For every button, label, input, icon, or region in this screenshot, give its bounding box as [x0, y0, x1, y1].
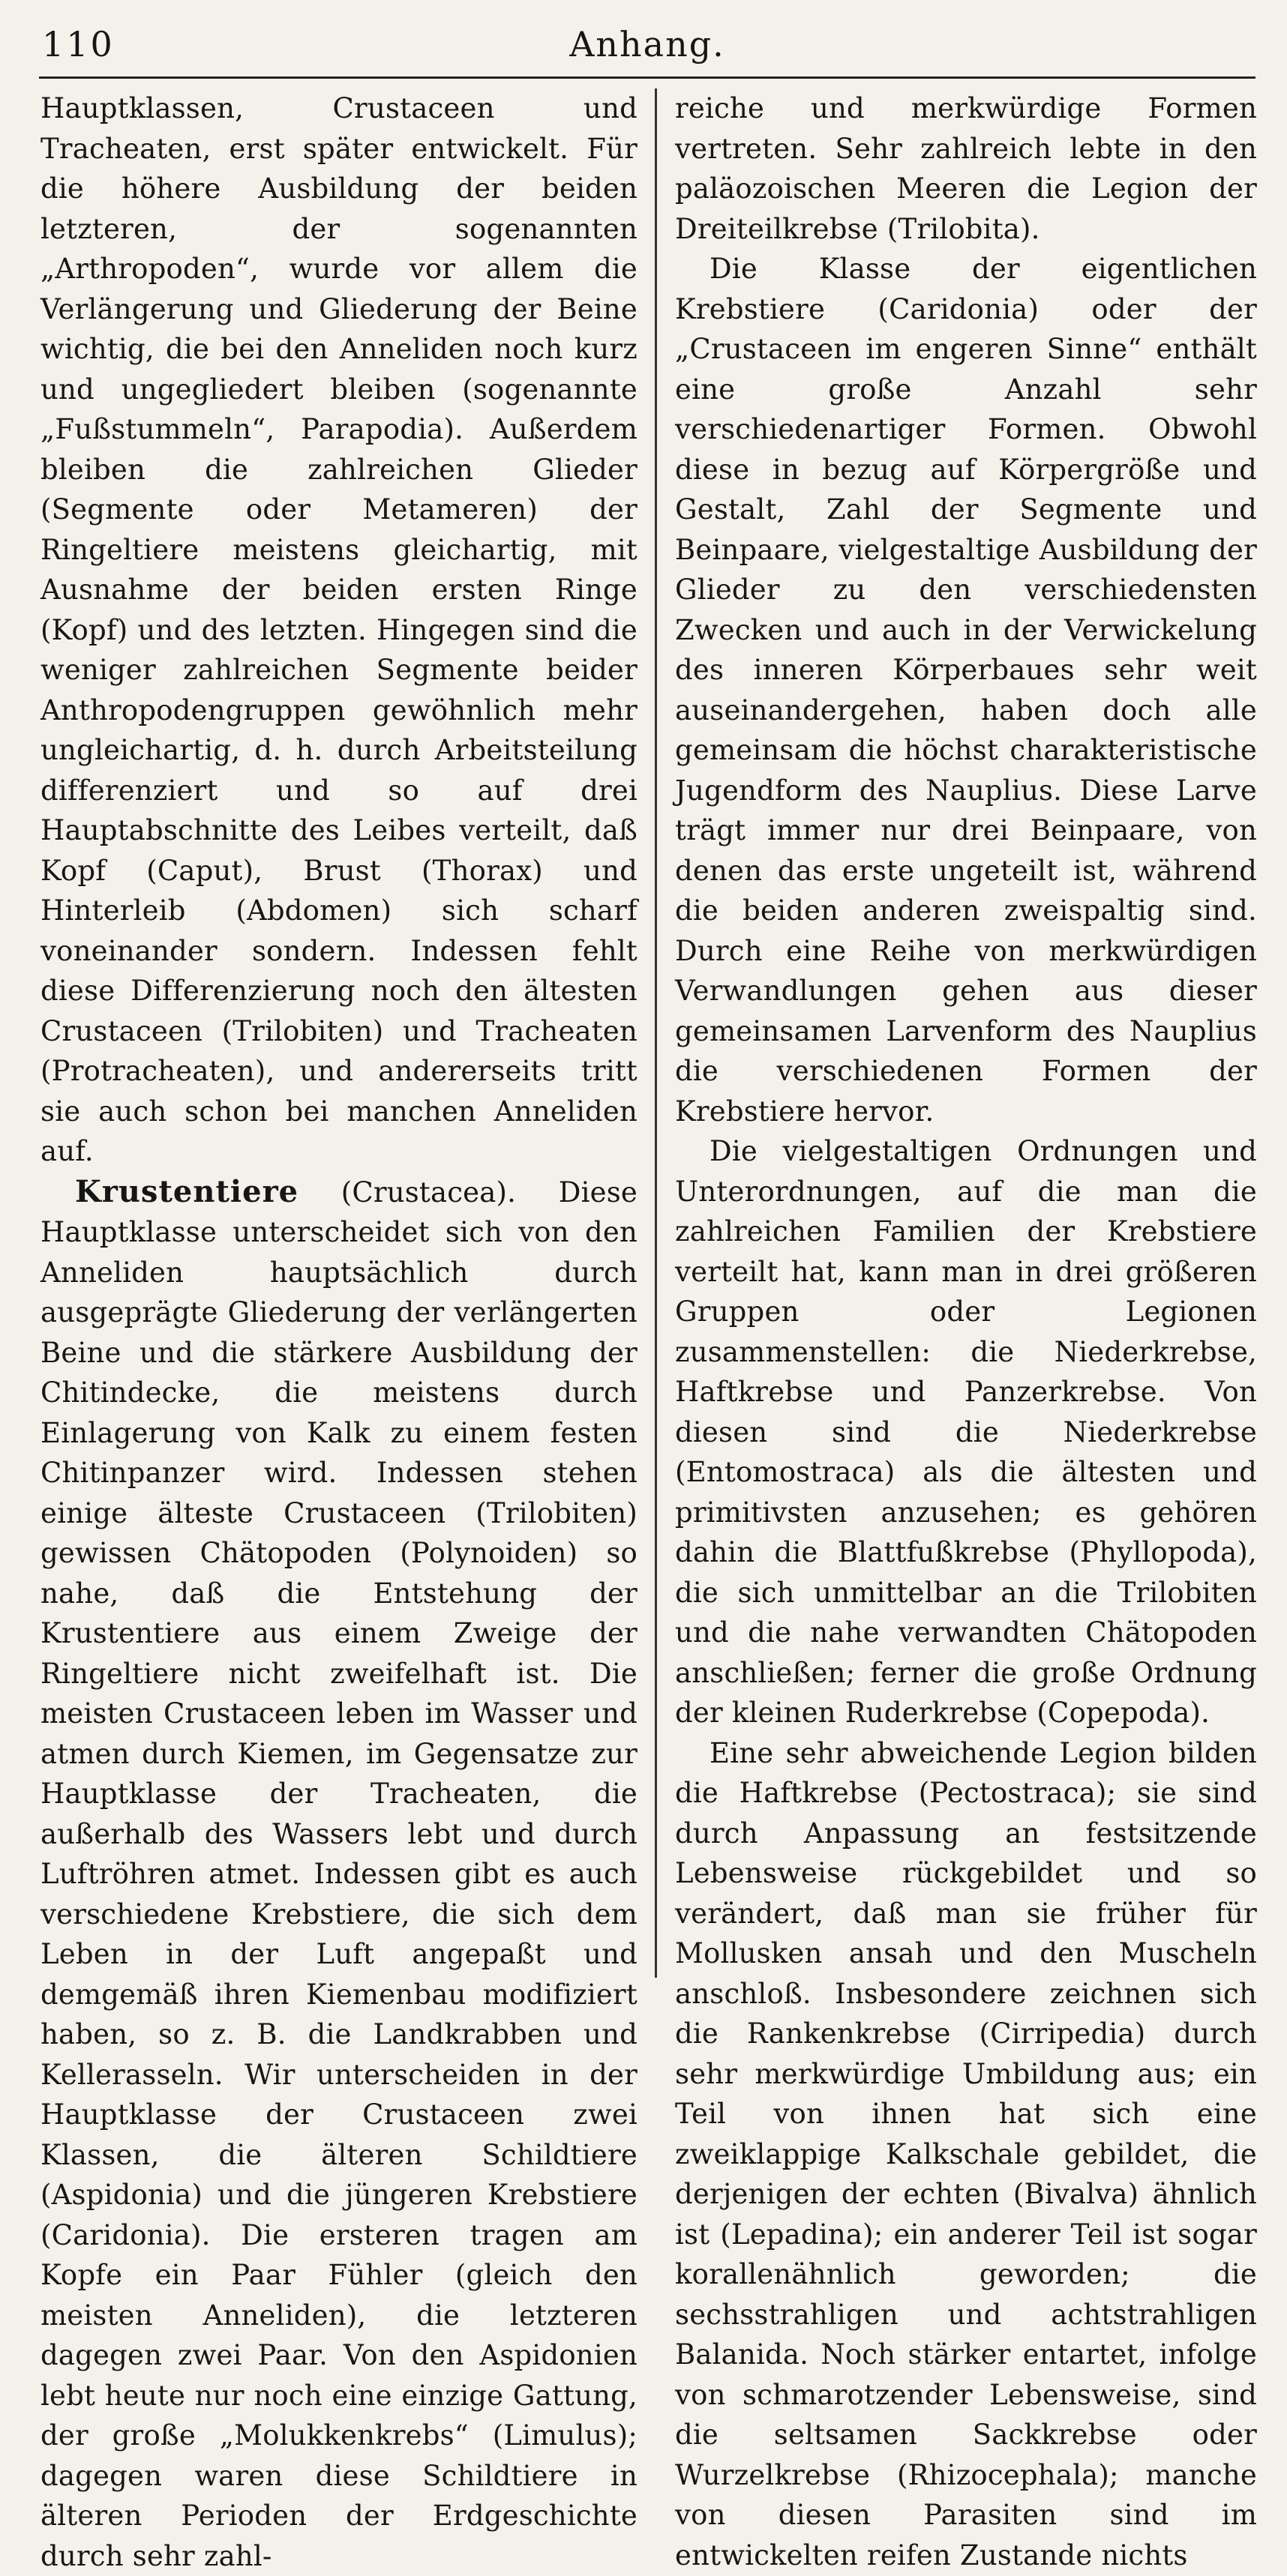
- right-column: [675, 88, 1257, 1993]
- left-column: [40, 88, 638, 1993]
- paragraph-text: (Crustacea). Diese Hauptklasse unterscheidet sich von den Anneliden hauptsächlich durch ausgeprägte Gliederung der verlängerten Beine und die stärkere Ausbildung der Chitindecke, die meistens durch Einlagerung von Kalk zu einem festen Chitinpanzer wird. Indessen stehen einige älteste Crustaceen (Trilobiten) gewissen Chätopoden (Polynoiden) so nahe, daß die Entstehung der Krustentiere aus einem Zweige der Ringeltiere nicht zweifelhaft ist. Die meisten Crustaceen leben im Wasser und atmen durch Kiemen, im Gegensatze zur Hauptklasse der Tracheaten, die außerhalb des Wassers lebt und durch Luftröhren atmet. Indessen gibt es auch verschiedene Krebstiere, die sich dem Leben in der Luft angepaßt und demgemäß ihren Kiemenbau modifiziert haben, so z. B. die Landkrabben und Kellerasseln. Wir unterscheiden in der Hauptklasse der Crustaceen zwei Klassen, die älteren Schildtiere (Aspidonia) und die jüngeren Krebstiere (Caridonia). Die ersteren tragen am Kopfe ein Paar Fühler (gleich den meisten Anneliden), die letzteren dagegen zwei Paar. Von den Aspidonien lebt heute nur noch eine einzige Gattung, der große „Molukkenkrebs“ (Limulus); dagegen waren diese Schildtiere in älteren Perioden der Erdgeschichte durch sehr zahl-: [40, 1176, 638, 2572]
- column-divider: [655, 88, 657, 1978]
- paragraph: Die Klasse der eigentlichen Krebstiere (Caridonia) oder der „Crustaceen im engeren Sinne“ enthält eine große Anzahl sehr verschiedenartiger Formen. Obwohl diese in bezug auf Körpergröße und Gestalt, Zahl der Segmente und Beinpaare, vielgestaltige Ausbildung der Glieder zu den verschiedensten Zwecken und auch in der Verwickelung des inneren Körperbaues sehr weit auseinandergehen, haben doch alle gemeinsam die höchst charakteristische Jugendform des Nauplius. Diese Larve trägt immer nur drei Beinpaare, von denen das erste ungeteilt ist, während die beiden anderen zweispaltig sind. Durch eine Reihe von merkwürdigen Verwandlungen gehen aus dieser gemeinsamen Larvenform des Nauplius die verschiedenen Formen der Krebstiere hervor.: [675, 249, 1257, 1131]
- paragraph: Die vielgestaltigen Ordnungen und Unterordnungen, auf die man die zahlreichen Familien der Krebstiere verteilt hat, kann man in drei größeren Gruppen oder Legionen zusammenstellen: die Niederkrebse, Haftkrebse und Panzerkrebse. Von diesen sind die Niederkrebse (Entomostraca) als die ältesten und primitivsten anzusehen; es gehören dahin die Blattfußkrebse (Phyllopoda), die sich unmittelbar an die Trilobiten und die nahe verwandten Chätopoden anschließen; ferner die große Ordnung der kleinen Ruderkrebse (Copepoda).: [675, 1131, 1257, 1733]
- paragraph: Eine sehr abweichende Legion bilden die Haftkrebse (Pectostraca); sie sind durch Anpassung an festsitzende Lebensweise rückgebildet und so verändert, daß man sie früher für Mollusken ansah und den Muscheln anschloß. Insbesondere zeichnen sich die Rankenkrebse (Cirripedia) durch sehr merkwürdige Umbildung aus; ein Teil von ihnen hat sich eine zweiklappige Kalkschale gebildet, die derjenigen der echten (Bivalva) ähnlich ist (Lepadina); ein anderer Teil ist sogar korallenähnlich geworden; die sechsstrahligen und achtstrahligen Balanida. Noch stärker entartet, infolge von schmarotzender Lebensweise, sind die seltsamen Sackkrebse oder Wurzelkrebse (Rhizocephala); manche von diesen Parasiten sind im entwickelten reifen Zustande nichts: [675, 1733, 1257, 2576]
- page-number: 110: [42, 24, 115, 64]
- paragraph: Hauptklassen, Crustaceen und Tracheaten, erst später entwickelt. Für die höhere Ausbildung der beiden letzteren, der sogenannten „Arthropoden“, wurde vor allem die Verlängerung und Gliederung der Beine wichtig, die bei den Anneliden noch kurz und ungegliedert bleiben (sogenannte „Fußstummeln“, Parapodia). Außerdem bleiben die zahlreichen Glieder (Segmente oder Metameren) der Ringeltiere meistens gleichartig, mit Ausnahme der beiden ersten Ringe (Kopf) und des letzten. Hingegen sind die weniger zahlreichen Segmente beider Anthropodengruppen gewöhnlich mehr ungleichartig, d. h. durch Arbeitsteilung differenziert und so auf drei Hauptabschnitte des Leibes verteilt, daß Kopf (Caput), Brust (Thorax) und Hinterleib (Abdomen) sich scharf voneinander sondern. Indessen fehlt diese Differenzierung noch den ältesten Crustaceen (Trilobiten) und Tracheaten (Protracheaten), und andererseits tritt sie auch schon bei manchen Anneliden auf.: [40, 88, 638, 1172]
- running-head: Anhang.: [39, 24, 1256, 64]
- paragraph: reiche und merkwürdige Formen vertreten. Sehr zahlreich lebte in den paläozoischen Meeren die Legion der Dreiteilkrebse (Trilobita).: [675, 88, 1257, 249]
- section-heading: Krustentiere: [75, 1174, 298, 1209]
- page-header: [39, 16, 1256, 79]
- paragraph: [40, 1172, 638, 2576]
